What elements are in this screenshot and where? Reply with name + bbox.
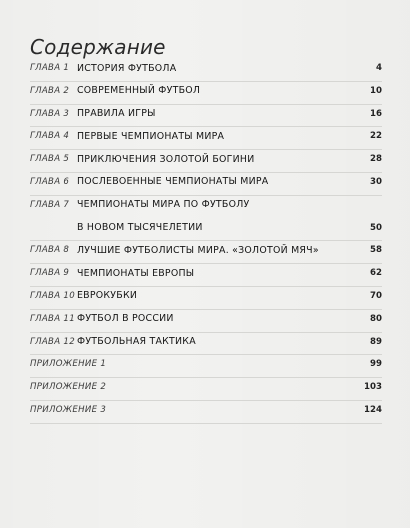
chapter-title: ПЕРВЫЕ ЧЕМПИОНАТЫ МИРА [77, 130, 225, 142]
chapter-title: СОВРЕМЕННЫЙ ФУТБОЛ [77, 85, 201, 97]
appendix-label: ПРИЛОЖЕНИЕ 2 [30, 382, 107, 393]
chapter-title: ФУТБОЛ В РОССИИ [77, 313, 174, 325]
chapter-label: ГЛАВА 2 [30, 85, 70, 96]
chapter-label: ГЛАВА 6 [30, 176, 70, 187]
toc-entry-chapter-7-continued [30, 219, 382, 242]
chapter-title: ПРИКЛЮЧЕНИЯ ЗОЛОТОЙ БОГИНИ [77, 153, 255, 165]
toc-entry-chapter-7 [30, 196, 382, 219]
page-number: 89 [370, 336, 382, 347]
chapter-title: ФУТБОЛЬНАЯ ТАКТИКА [77, 336, 196, 348]
chapter-title: ЛУЧШИЕ ФУТБОЛИСТЫ МИРА. «ЗОЛОТОЙ МЯЧ» [77, 244, 319, 256]
chapter-label: ГЛАВА 7 [30, 199, 70, 210]
chapter-title: ПОСЛЕВОЕННЫЕ ЧЕМПИОНАТЫ МИРА [77, 176, 269, 188]
toc-entry-chapter-3 [30, 105, 382, 128]
chapter-label: ГЛАВА 8 [30, 245, 70, 256]
chapter-label: ГЛАВА 4 [30, 131, 70, 142]
page-number: 10 [370, 85, 382, 96]
chapter-label: ГЛАВА 5 [30, 154, 70, 165]
chapter-title: ЕВРОКУБКИ [77, 290, 138, 302]
page-number: 99 [370, 359, 382, 370]
toc-entry-chapter-10 [30, 287, 382, 310]
page-number: 28 [370, 154, 382, 165]
page-title: Содержание [30, 35, 166, 59]
chapter-title: ИСТОРИЯ ФУТБОЛА [77, 62, 177, 74]
chapter-label: ГЛАВА 11 [30, 313, 75, 324]
page-number: 30 [370, 176, 382, 187]
toc-entry-chapter-6 [30, 173, 382, 196]
chapter-title-line-2: В НОВОМ ТЫСЯЧЕЛЕТИИ [77, 222, 203, 234]
page-number: 70 [370, 290, 382, 301]
appendix-label: ПРИЛОЖЕНИЕ 3 [30, 404, 107, 415]
chapter-label: ГЛАВА 1 [30, 63, 70, 73]
page-number: 16 [370, 108, 382, 119]
chapter-title: ЧЕМПИОНАТЫ МИРА ПО ФУТБОЛУ [77, 199, 250, 211]
toc-entry-chapter-11 [30, 310, 382, 333]
toc-entry-chapter-5 [30, 150, 382, 173]
toc-entry-chapter-9 [30, 264, 382, 287]
toc-entry-appendix-2 [30, 378, 382, 401]
page-number: 103 [364, 382, 382, 393]
page-number: 22 [370, 131, 382, 142]
page-number: 80 [370, 313, 382, 324]
page-number: 58 [370, 245, 382, 256]
toc-entry-chapter-12 [30, 333, 382, 356]
chapter-label: ГЛАВА 3 [30, 108, 70, 119]
page-number: 62 [370, 268, 382, 279]
chapter-label: ГЛАВА 10 [30, 290, 75, 301]
chapter-title: ЧЕМПИОНАТЫ ЕВРОПЫ [77, 267, 195, 279]
chapter-label: ГЛАВА 9 [30, 268, 70, 279]
toc-entry-chapter-1 [30, 59, 382, 82]
appendix-label: ПРИЛОЖЕНИЕ 1 [30, 359, 107, 370]
toc-entry-appendix-1 [30, 355, 382, 378]
page-number: 50 [370, 222, 382, 233]
chapter-title: ПРАВИЛА ИГРЫ [77, 108, 156, 120]
page-number: 4 [376, 63, 382, 73]
chapter-label: ГЛАВА 12 [30, 336, 75, 347]
toc-entry-appendix-3 [30, 401, 382, 424]
page-number: 124 [364, 404, 382, 415]
table-of-contents [30, 59, 382, 424]
toc-entry-chapter-4 [30, 127, 382, 150]
toc-entry-chapter-8 [30, 241, 382, 264]
toc-entry-chapter-2 [30, 82, 382, 105]
